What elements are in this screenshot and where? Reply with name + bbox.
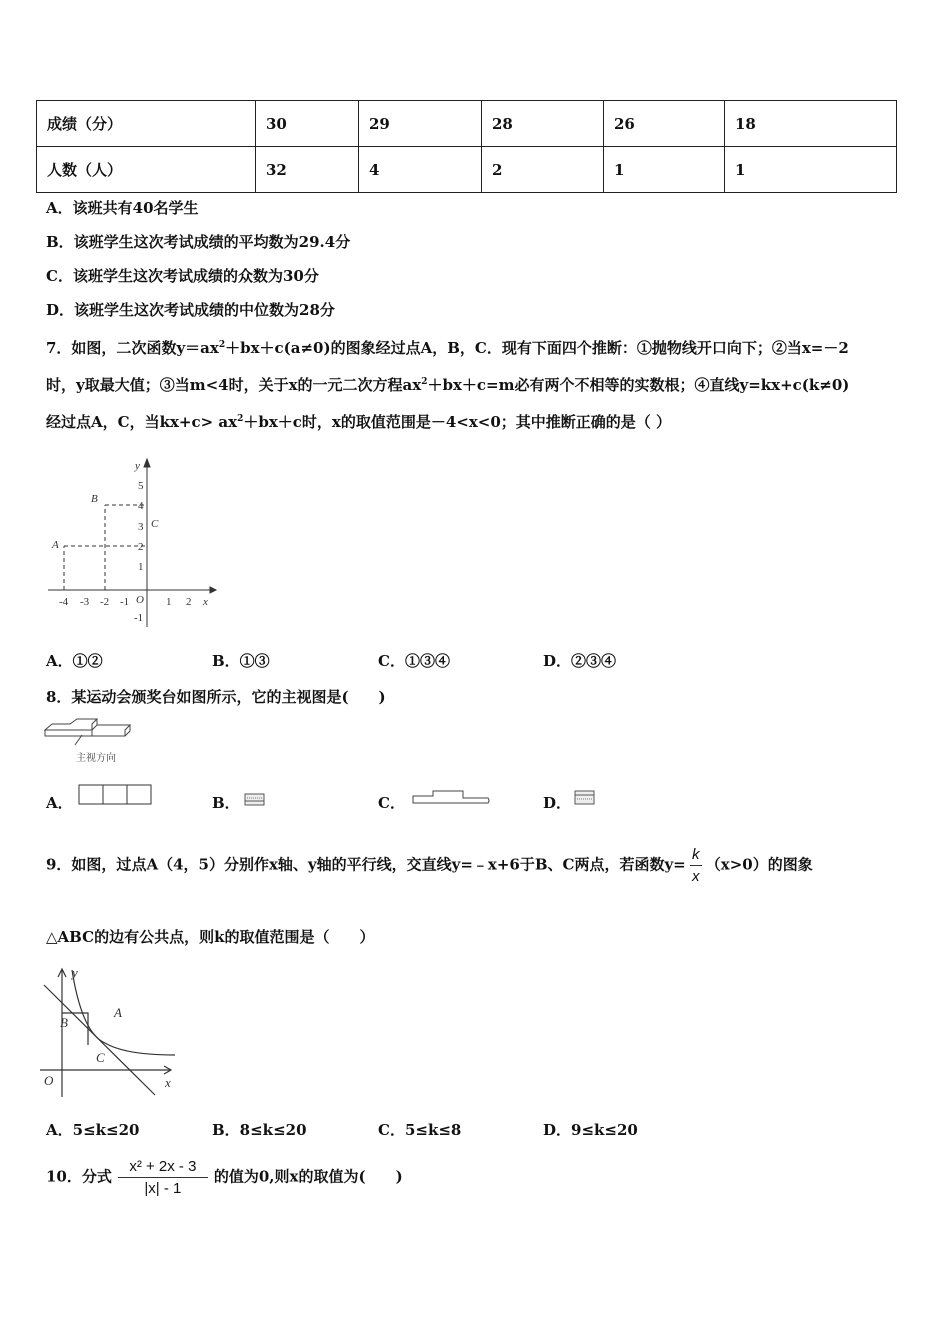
q8-option-d: [543, 793, 571, 813]
text: 9．如图，过点A（4，5）分别作x轴、y轴的平行线，交直线y=﹣x+6于B、C两点，若函数y=: [46, 855, 686, 874]
table-cell: 26: [604, 101, 725, 147]
table-cell: 1: [725, 147, 897, 193]
table-cell: 30: [256, 101, 359, 147]
q6-option-d: D．该班学生这次考试成绩的中位数为28分: [46, 301, 335, 319]
option-b-shape: [244, 793, 266, 807]
q9-option-b: B．8≤k≤20: [212, 1121, 307, 1139]
x-tick: -4: [59, 596, 69, 608]
x-tick: -1: [120, 596, 130, 608]
text: ＋bx＋c时，x的取值范围是－4<x<0；其中推断正确的是（ ）: [243, 413, 672, 431]
table-cell: 2: [482, 147, 604, 193]
option-label: C．: [378, 794, 405, 812]
q7-line-1: [46, 335, 849, 358]
q9-option-d: D．9≤k≤20: [543, 1121, 638, 1139]
figure-caption: 主视方向: [76, 753, 116, 764]
table-cell: 人数（人）: [37, 147, 256, 193]
q6-option-a: A．该班共有40名学生: [46, 199, 199, 217]
denominator: |x| - 1: [144, 1180, 182, 1197]
x-tick: 2: [186, 596, 192, 608]
point-label-b: B: [60, 1015, 68, 1030]
x-axis-label: x: [203, 596, 208, 608]
podium-figure: [42, 718, 137, 768]
superscript: 2: [421, 377, 428, 387]
q8-question: 8．某运动会颁奖台如图所示，它的主视图是( ): [46, 688, 386, 706]
q10-prefix: 10．分式: [46, 1167, 112, 1186]
score-table: [36, 100, 897, 193]
text: 7．如图，二次函数y＝ax: [46, 339, 219, 357]
table-cell: 28: [482, 101, 604, 147]
superscript: 2: [218, 340, 226, 350]
option-label: A．: [46, 794, 73, 812]
x-axis-label: x: [165, 1075, 171, 1090]
table-row: [37, 101, 897, 147]
q7-line-3: [46, 409, 671, 432]
origin-label: O: [136, 594, 144, 606]
q8-option-c: [378, 793, 405, 813]
y-tick: 5: [138, 480, 144, 492]
point-label-a: A: [114, 1005, 122, 1020]
q10-suffix: 的值为0,则x的取值为( ): [213, 1167, 403, 1186]
x-tick: 1: [166, 596, 172, 608]
q7-line-2: [46, 372, 849, 395]
y-tick: 4: [138, 500, 144, 512]
x-tick: -3: [80, 596, 90, 608]
fraction-bar: [690, 865, 702, 866]
text: 经过点A，C，当kx+c> ax: [46, 413, 238, 431]
q7-option-c: C．①③④: [378, 652, 450, 670]
text: ＋bx＋c(a≠0)的图象经过点A，B，C．现有下面四个推断：①抛物线开口向下；②当x=－2: [225, 339, 849, 357]
numerator: x² + 2x - 3: [129, 1158, 197, 1175]
q9-line-1: [46, 846, 813, 885]
table-cell: 成绩（分）: [37, 101, 256, 147]
q6-option-b: B．该班学生这次考试成绩的平均数为29.4分: [46, 233, 351, 251]
x-tick: -2: [100, 596, 110, 608]
table-cell: 1: [604, 147, 725, 193]
q7-option-a: A．①②: [46, 652, 103, 670]
q7-graph: [40, 455, 220, 630]
denominator: x: [692, 868, 700, 885]
q9-line-2: △ABC的边有公共点，则k的取值范围是（ ）: [46, 928, 375, 946]
option-a-shape: [78, 784, 154, 806]
option-label: B．: [212, 794, 240, 812]
q9-graph: [40, 965, 180, 1100]
point-label-b: B: [91, 493, 98, 505]
q6-option-c: C．该班学生这次考试成绩的众数为30分: [46, 267, 319, 285]
y-axis-label: y: [135, 460, 140, 472]
table-cell: 18: [725, 101, 897, 147]
superscript: 2: [237, 414, 244, 424]
text: 时，y取最大值；③当m<4时，关于x的一元二次方程ax: [46, 376, 422, 394]
numerator: k: [692, 846, 700, 863]
option-d-shape: [574, 790, 596, 806]
y-axis-label: y: [72, 965, 78, 980]
q7-option-d: D．②③④: [543, 652, 617, 670]
table-cell: 4: [359, 147, 482, 193]
table-row: [37, 147, 897, 193]
fraction-k-over-x: [689, 846, 703, 885]
q10-line: [46, 1158, 403, 1197]
q7-option-b: B．①③: [212, 652, 270, 670]
option-label: D．: [543, 794, 572, 812]
point-label-a: A: [52, 539, 59, 551]
table-cell: 32: [256, 147, 359, 193]
y-tick: 3: [138, 521, 144, 533]
point-label-c: C: [151, 518, 159, 530]
origin-label: O: [44, 1073, 54, 1088]
q9-option-c: C．5≤k≤8: [378, 1121, 462, 1139]
fraction-expression: [118, 1158, 208, 1197]
y-tick: -1: [134, 612, 144, 624]
q9-option-a: A．5≤k≤20: [46, 1121, 140, 1139]
point-label-c: C: [96, 1050, 105, 1065]
text: ＋bx＋c=m必有两个不相等的实数根；④直线y=kx+c(k≠0): [427, 376, 850, 394]
fraction-bar: [118, 1177, 208, 1178]
q8-option-b: [212, 793, 240, 813]
text: （x>0）的图象: [705, 855, 813, 874]
q8-option-a: [46, 793, 73, 813]
option-c-shape: [410, 788, 492, 806]
y-tick: 2: [138, 541, 144, 553]
y-tick: 1: [138, 561, 144, 573]
table-cell: 29: [359, 101, 482, 147]
